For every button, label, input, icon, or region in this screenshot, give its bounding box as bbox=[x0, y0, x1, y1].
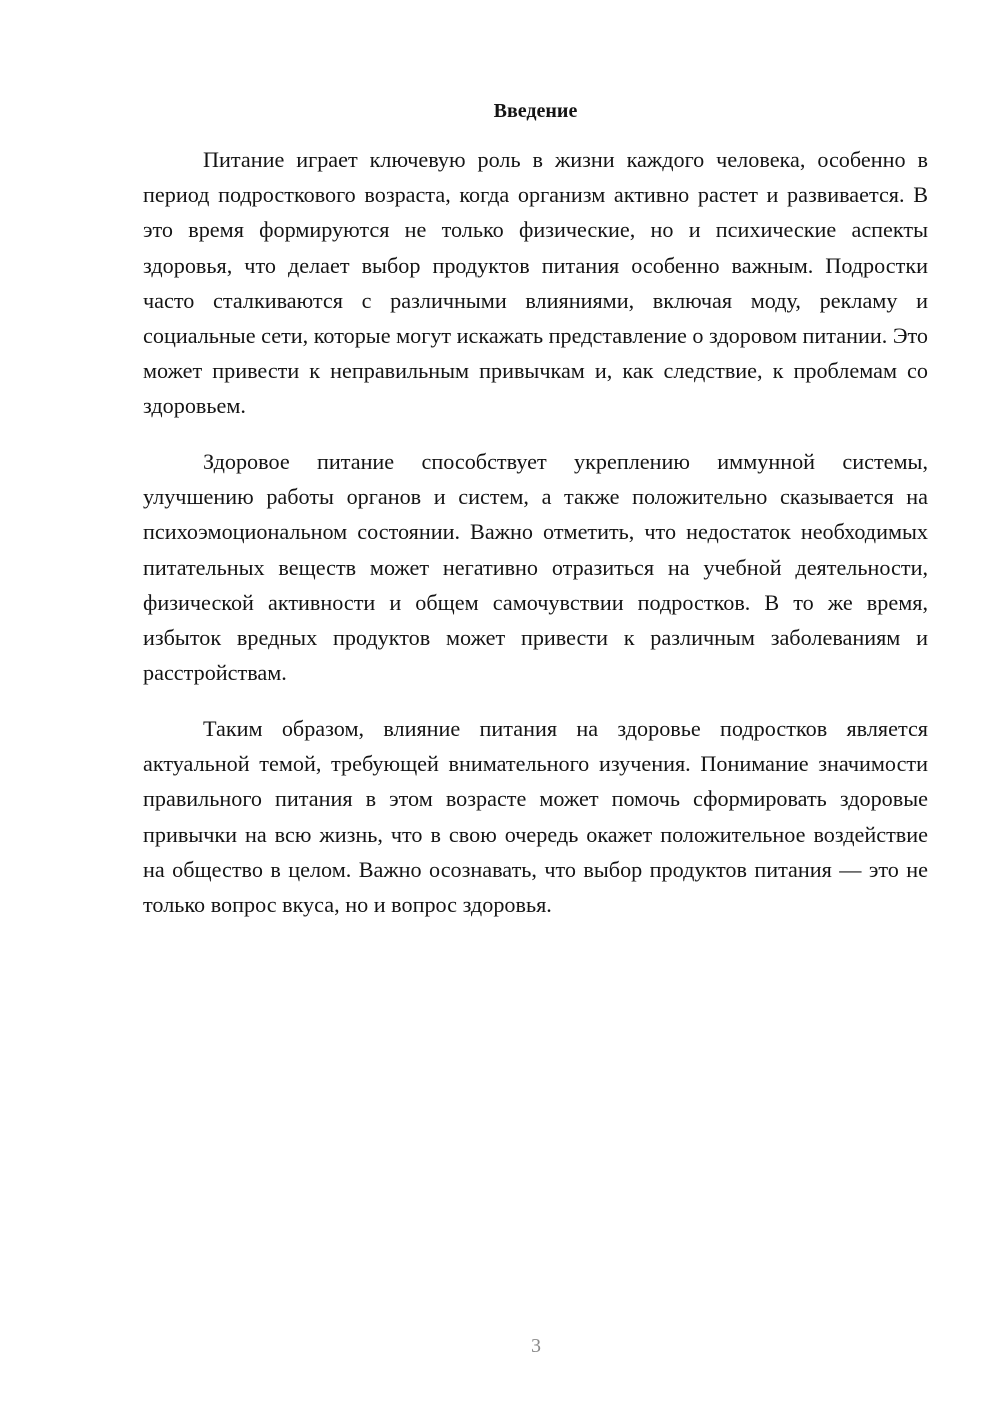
paragraph-1: Питание играет ключевую роль в жизни каждого человека, особенно в период подросткового возраста, когда организм активно растет и развивается. В это время формируются не только физические, но и психические аспекты здоровья, что делает выбор продуктов питания особенно важным. Подростки часто сталкиваются с различными влияниями, включая моду, рекламу и социальные сети, которые могут искажать представление о здоровом питании. Это может привести к неправильным привычкам и, как следствие, к проблемам со здоровьем. bbox=[143, 147, 928, 419]
paragraph-2: Здоровое питание способствует укреплению иммунной системы, улучшению работы органов и систем, а также положительно сказывается на психоэмоциональном состоянии. Важно отметить, что недостаток необходимых питательных веществ может негативно отразиться на учебной деятельности, физической активности и общем самочувствии подростков. В то же время, избыток вредных продуктов может привести к различным заболеваниям и расстройствам. bbox=[143, 449, 928, 686]
paragraph-3: Таким образом, влияние питания на здоровье подростков является актуальной темой, требующей внимательного изучения. Понимание значимости правильного питания в этом возрасте может помочь сформировать здоровые привычки на всю жизнь, что в свою очередь окажет положительное воздействие на общество в целом. Важно осознавать, что выбор продуктов питания — это не только вопрос вкуса, но и вопрос здоровья. bbox=[143, 716, 928, 918]
page-number: 3 bbox=[531, 1335, 541, 1357]
section-heading: Введение bbox=[493, 100, 578, 122]
